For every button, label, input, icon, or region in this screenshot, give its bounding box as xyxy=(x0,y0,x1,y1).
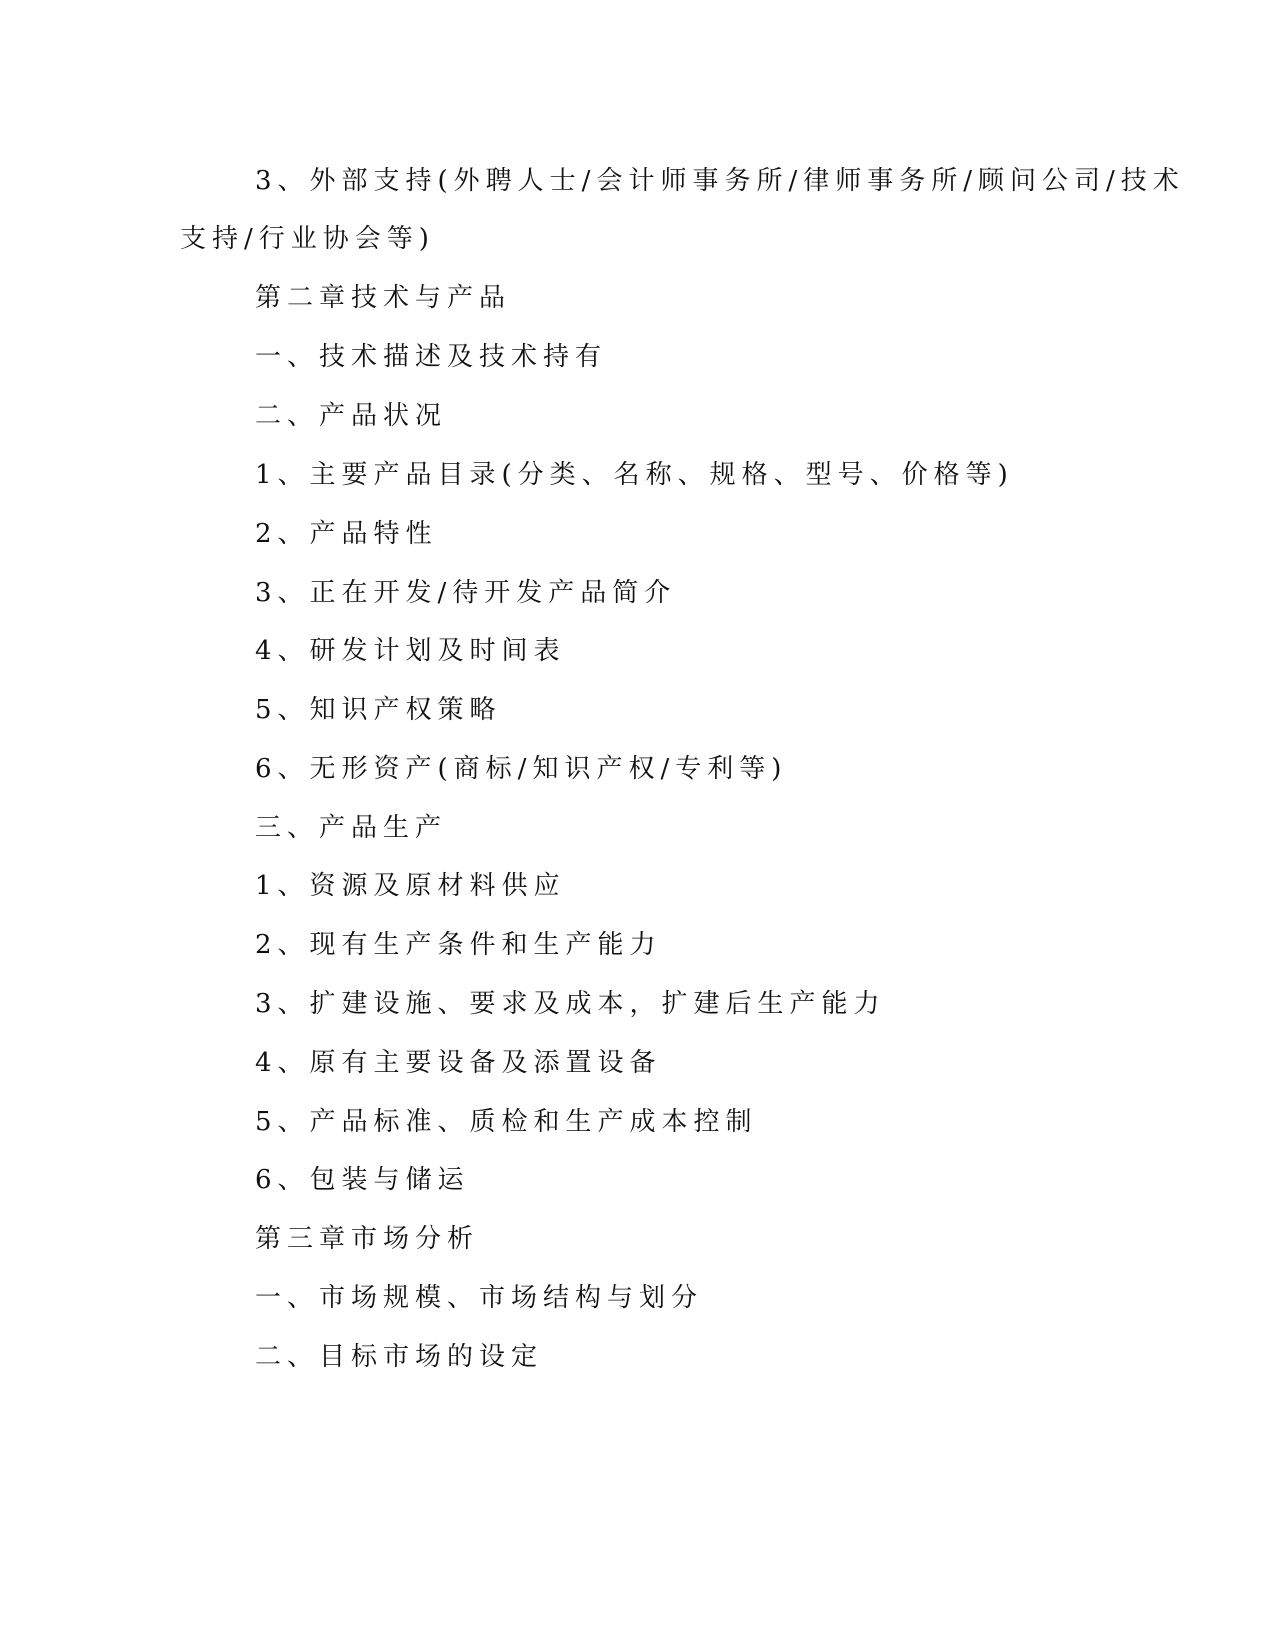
paragraph-external-support-continued: 支持/行业协会等) xyxy=(180,224,435,254)
item-rd-plan: 4、研发计划及时间表 xyxy=(255,636,566,666)
item-production-capacity: 2、现有生产条件和生产能力 xyxy=(255,930,662,960)
item-quality-control: 5、产品标准、质检和生产成本控制 xyxy=(255,1107,758,1137)
item-expansion: 3、扩建设施、要求及成本，扩建后生产能力 xyxy=(255,989,886,1019)
item-main-product-catalog: 1、主要产品目录(分类、名称、规格、型号、价格等) xyxy=(255,460,1014,490)
section-product-production: 三、产品生产 xyxy=(255,813,448,843)
item-product-features: 2、产品特性 xyxy=(255,519,438,549)
section-target-market: 二、目标市场的设定 xyxy=(255,1342,544,1372)
section-market-size: 一、市场规模、市场结构与划分 xyxy=(255,1283,704,1313)
section-product-status: 二、产品状况 xyxy=(255,401,448,431)
chapter-2-heading: 第二章技术与产品 xyxy=(255,283,512,313)
paragraph-external-support: 3、外部支持(外聘人士/会计师事务所/律师事务所/顾问公司/技术 xyxy=(255,166,1185,196)
item-packaging: 6、包装与储运 xyxy=(255,1165,470,1195)
chapter-3-heading: 第三章市场分析 xyxy=(255,1224,480,1254)
item-resource-supply: 1、资源及原材料供应 xyxy=(255,871,566,901)
item-products-in-development: 3、正在开发/待开发产品简介 xyxy=(255,578,677,608)
section-tech-description: 一、技术描述及技术持有 xyxy=(255,342,608,372)
item-equipment: 4、原有主要设备及添置设备 xyxy=(255,1048,662,1078)
item-ip-strategy: 5、知识产权策略 xyxy=(255,695,502,725)
item-intangible-assets: 6、无形资产(商标/知识产权/专利等) xyxy=(255,754,788,784)
